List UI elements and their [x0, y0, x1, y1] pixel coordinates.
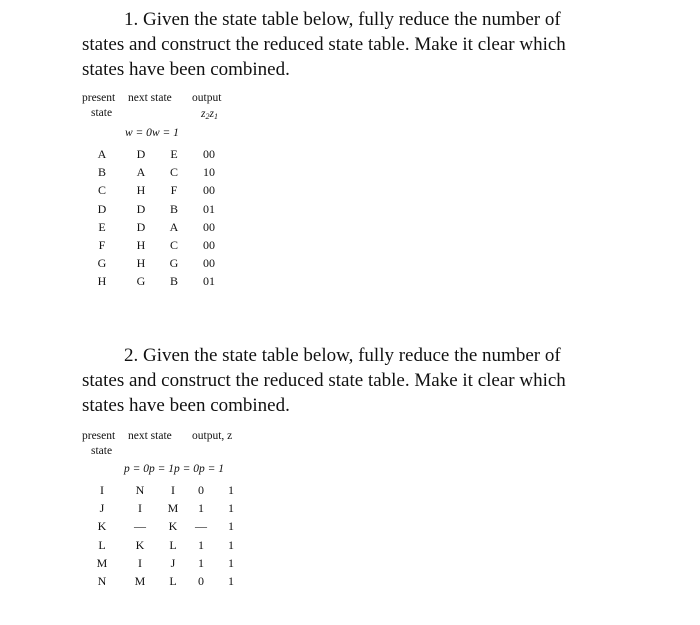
cell-p1: J	[170, 555, 176, 570]
cell-w0: H	[136, 256, 146, 271]
cell-o1: 1	[228, 519, 234, 534]
cell-w1: F	[170, 183, 178, 198]
cell-o0: 0	[198, 574, 204, 588]
cell-w1: B	[169, 201, 178, 216]
cell-p1: K	[168, 519, 178, 534]
header-present: present	[82, 92, 116, 104]
cell-w1: A	[169, 219, 179, 234]
cell-out: 00	[203, 238, 215, 252]
cell-out: 00	[203, 183, 215, 198]
cell-w1: C	[169, 238, 178, 252]
cell-w0: D	[136, 219, 146, 234]
cell-state: B	[97, 165, 106, 180]
cell-state: C	[97, 183, 106, 198]
cell-o1: 1	[228, 483, 234, 497]
cell-w0: A	[136, 165, 146, 180]
cell-p0: —	[134, 519, 146, 534]
cell-out: 01	[203, 274, 215, 289]
cell-p0: K	[135, 537, 145, 552]
cell-w0: D	[136, 147, 146, 161]
cell-state: L	[98, 537, 106, 552]
problem-2-line-3: states have been combined.	[82, 395, 290, 416]
cell-state: F	[98, 238, 106, 252]
header-present: present	[82, 430, 116, 442]
cell-p0: M	[134, 574, 146, 588]
cell-state: N	[97, 574, 107, 588]
cell-out: 00	[203, 147, 215, 161]
cell-p0: N	[135, 483, 145, 497]
cell-o0: 0	[198, 483, 204, 497]
cell-p0: I	[138, 555, 142, 570]
cell-o0: —	[195, 519, 207, 534]
cell-p1: L	[169, 537, 177, 552]
problem-2-line-1: 2. Given the state table below, fully reduce the number of	[124, 345, 561, 366]
header-w-values: w = 0w = 1	[125, 127, 179, 139]
cell-state: I	[100, 483, 104, 497]
cell-w1: C	[169, 165, 178, 180]
cell-p1: I	[171, 483, 175, 497]
cell-out: 00	[203, 219, 215, 234]
problem-1-line-1: 1. Given the state table below, fully reduce the number of	[124, 9, 561, 30]
cell-w0: H	[136, 238, 146, 252]
header-state: state	[91, 107, 113, 119]
cell-w1: E	[170, 147, 178, 161]
problem-1-line-3: states have been combined.	[82, 59, 290, 80]
cell-state: M	[96, 555, 108, 570]
problem-1-line-2: states and construct the reduced state table. Make it clear which	[82, 34, 566, 55]
cell-out: 10	[203, 165, 215, 180]
cell-o0: 1	[198, 537, 204, 552]
cell-w0: D	[136, 201, 146, 216]
cell-o1: 1	[228, 501, 234, 516]
cell-state: G	[97, 256, 107, 271]
header-next-state: next state	[128, 430, 172, 442]
cell-state: K	[97, 519, 107, 534]
header-output: output	[192, 92, 222, 104]
cell-o1: 1	[228, 574, 234, 588]
cell-state: E	[98, 219, 106, 234]
cell-p0: I	[138, 501, 142, 516]
header-p-values: p = 0p = 1p = 0p = 1	[124, 463, 225, 475]
cell-state: H	[97, 274, 107, 289]
cell-w0: G	[136, 274, 146, 289]
header-state: state	[91, 445, 113, 457]
cell-o0: 1	[198, 555, 204, 570]
header-output: output, z	[192, 430, 233, 442]
cell-w0: H	[136, 183, 146, 198]
cell-o0: 1	[198, 501, 204, 516]
cell-o1: 1	[228, 537, 234, 552]
cell-o1: 1	[228, 555, 234, 570]
problem-2-line-2: states and construct the reduced state table. Make it clear which	[82, 370, 566, 391]
cell-w1: B	[169, 274, 178, 289]
cell-out: 00	[203, 256, 215, 271]
cell-p1: M	[167, 501, 179, 516]
cell-w1: G	[169, 256, 179, 271]
header-next-state: next state	[128, 92, 172, 104]
cell-state: D	[97, 201, 107, 216]
cell-state: A	[97, 147, 107, 161]
header-output-vars: $z_2z_1$	[201, 108, 218, 121]
cell-out: 01	[203, 201, 215, 216]
cell-state: J	[99, 501, 105, 516]
cell-p1: L	[169, 574, 177, 588]
